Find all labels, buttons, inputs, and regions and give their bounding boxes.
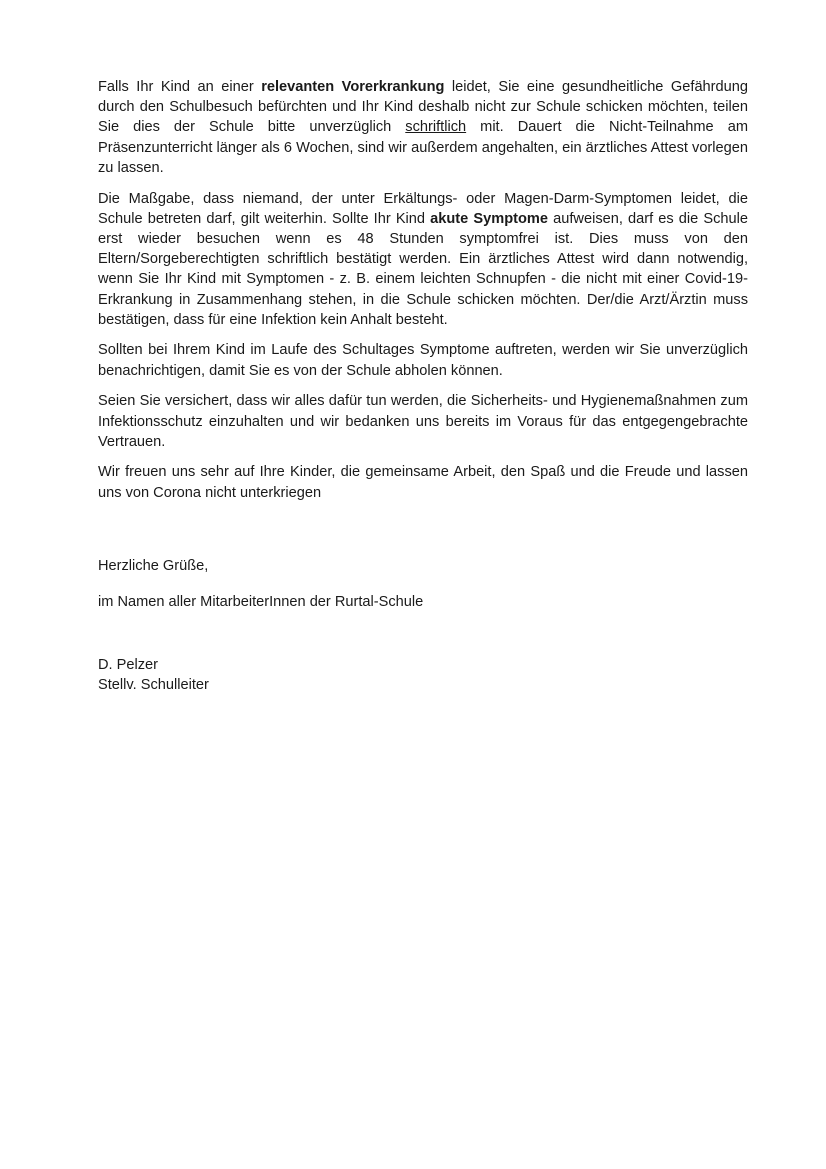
text-segment: Die Maßgabe, dass niemand, der unter Erkältungs- oder Magen-Darm-Symptomen leidet, die Schule betreten darf, gilt weiterhin. Sollte Ihr Kind bbox=[98, 190, 748, 227]
signature-block bbox=[98, 655, 748, 695]
paragraph-acute-symptoms bbox=[98, 189, 748, 330]
text-segment: leidet, Sie eine gesundheitliche Gefährdung durch den Schulbesuch befürchten und Ihr Kind deshalb nicht zur Schule schicken möchten, teilen Sie dies der Schule bitte unverzüglich bbox=[98, 79, 748, 136]
text-segment: mit. Dauert die Nicht-Teilnahme am Präsenzunterricht länger als 6 Wochen, sind wir außerdem angehalten, ein ärztliches Attest vorlegen zu lassen. bbox=[98, 119, 748, 176]
emphasis-underline: schriftlich bbox=[405, 119, 467, 136]
emphasis-bold: akute Symptome bbox=[430, 210, 549, 227]
closing-greeting: Herzliche Grüße, bbox=[98, 557, 209, 574]
signature-title: Stellv. Schulleiter bbox=[98, 677, 209, 694]
emphasis-bold: relevanten Vorerkrankung bbox=[261, 79, 445, 95]
paragraph-hygiene-assurance bbox=[98, 391, 748, 452]
closing-on-behalf: im Namen aller MitarbeiterInnen der Rurtal-Schule bbox=[98, 594, 424, 611]
paragraph-symptoms-during-school bbox=[98, 340, 748, 380]
text-segment: Sollten bei Ihrem Kind im Laufe des Schultages Symptome auftreten, werden wir Sie unverzüglich benachrichtigen, damit Sie es von der Schule abholen können. bbox=[98, 342, 748, 379]
text-segment: aufweisen, darf es die Schule erst wieder besuchen wenn es 48 Stunden symptomfrei ist. Dies muss von den Eltern/Sorgeberechtigten schriftlich bestätigt werden. Ein ärztliches Attest wird dann notwendig, wenn Sie Ihr Kind mit Symptomen - z. B. einem leichten Schnupfen - die nicht mit einer Covid-19-Erkrankung in Zusammenhang stehen, in die Schule schicken möchten. Der/die Arzt/Ärztin muss bestätigen, dass für eine Infektion kein Anhalt besteht. bbox=[98, 210, 749, 328]
paragraph-preexisting-condition bbox=[98, 77, 748, 178]
text-segment: Falls Ihr Kind an einer bbox=[98, 79, 262, 95]
text-segment: Wir freuen uns sehr auf Ihre Kinder, die gemeinsame Arbeit, den Spaß und die Freude und lassen uns von Corona nicht unterkriegen bbox=[98, 464, 748, 501]
closing-block bbox=[98, 556, 748, 612]
paragraph-looking-forward bbox=[98, 462, 748, 502]
signature-name: D. Pelzer bbox=[98, 657, 159, 674]
text-segment: Seien Sie versichert, dass wir alles dafür tun werden, die Sicherheits- und Hygienemaßnahmen zum Infektionsschutz einzuhalten und wir bedanken uns bereits im Voraus für das entgegengebrachte Vertrauen. bbox=[98, 393, 748, 450]
letter-page bbox=[98, 77, 748, 696]
